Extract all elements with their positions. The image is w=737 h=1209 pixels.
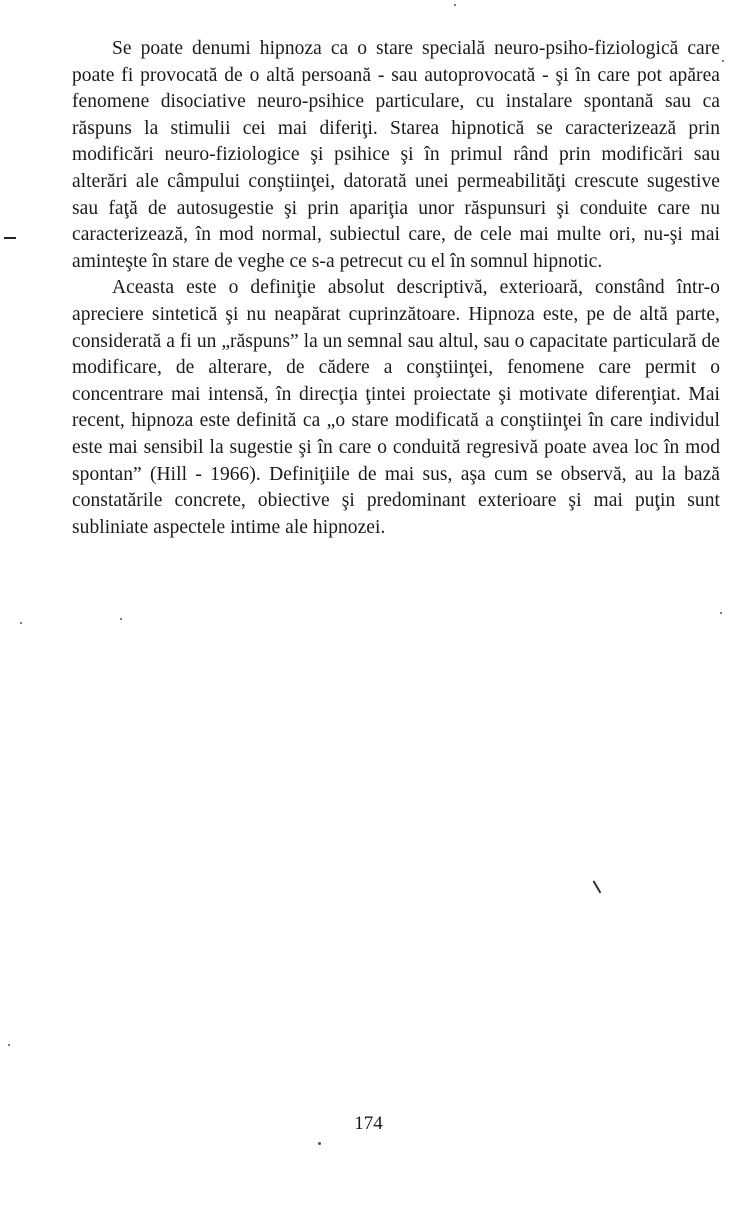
page-number: 174 [354,1113,383,1134]
scan-speck [722,60,724,62]
paragraph-1: Se poate denumi hipnoza ca o stare specială neuro-psiho-fiziologică care poate fi provocată de o altă persoană - sau autoprovocată - şi în care pot apărea fenomene disociative neuro-psihice particulare, cu instalare spontană sau ca răspuns la stimulii cei mai diferiţi. Starea hipnotică se caracterizează prin modificări neuro-fiziologice şi psihice şi în primul rând prin modificări sau alterări ale câmpului conştiinţei, datorată unei permeabilităţi crescute sugestive sau faţă de autosugestie şi prin apariţia unor răspunsuri şi conduite care nu caracterizează, în mod normal, subiectul care, de cele mai multe ori, nu-şi mai aminteşte în stare de veghe ce s-a petrecut cu el în somnul hipnotic. [72,38,720,272]
scan-speck [454,4,456,6]
scan-speck [8,1044,10,1046]
scan-mark [4,237,16,239]
scan-speck [318,1142,321,1145]
paragraph-2: Aceasta este o definiţie absolut descriptivă, exterioară, constând într-o apreciere sintetică şi nu neapărat cuprinzătoare. Hipnoza este, pe de altă parte, considerată a fi un „răspuns” la un semnal sau altul, sau o capacitate particulară de modificare, de alterare, de cădere a conştiinţei, fenomene care permit o concentrare mai intensă, în direcţia ţintei proiectate şi motivate diferenţiat. Mai recent, hipnoza este definită ca „o stare modificată a conştiinţei în care individul este mai sensibil la sugestie şi în care o conduită regresivă poate avea loc în mod spontan” (Hill - 1966). Definiţiile de mai sus, aşa cum se observă, au la bază constatările concrete, obiective şi predominant exterioare şi mai puţin sunt subliniate aspectele intime ale hipnozei. [72,277,721,538]
body-text [72,36,720,541]
scan-speck [20,622,22,624]
scan-speck [720,612,722,614]
scan-mark [593,881,601,894]
scan-speck [120,618,122,620]
